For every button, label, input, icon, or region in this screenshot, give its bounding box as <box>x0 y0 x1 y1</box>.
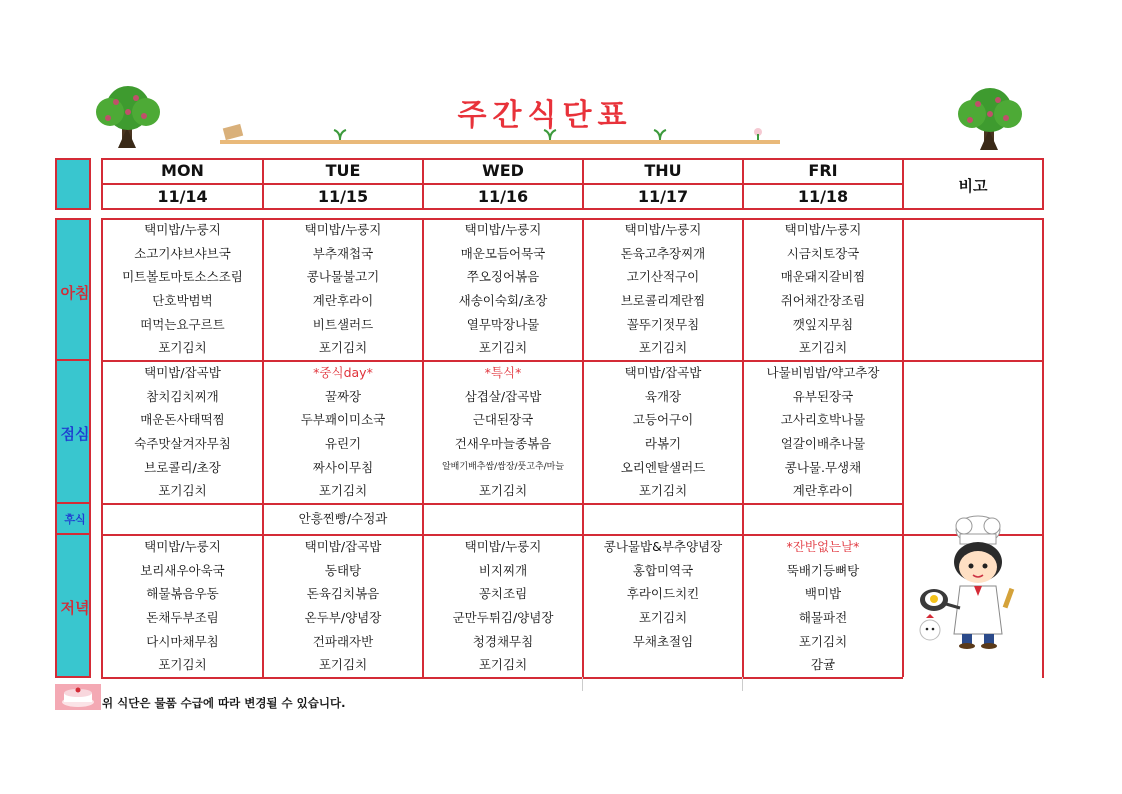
menu-item: 오리엔탈샐러드 <box>620 459 706 475</box>
dinner-mon <box>103 535 262 677</box>
menu-item: 계란후라이 <box>792 483 854 499</box>
day-thu: THU <box>644 161 682 180</box>
menu-item: 택미밥/잡곡밥 <box>624 365 702 380</box>
menu-item: 매운돈사태떡찜 <box>140 412 225 428</box>
menu-item: 콩나물불고기 <box>306 269 380 285</box>
breakfast-thu <box>584 218 742 360</box>
menu-item: 포기김치 <box>158 657 207 673</box>
dinner-thu <box>584 535 742 677</box>
lunch-thu <box>584 361 742 503</box>
menu-item: 육개장 <box>644 388 682 404</box>
menu-item: 포기김치 <box>158 340 207 356</box>
menu-item: 돈육김치볶음 <box>306 586 380 602</box>
menu-item: 시금치토장국 <box>786 245 860 261</box>
menu-item: 택미밥/누룽지 <box>144 222 221 237</box>
menu-item: 브로콜리계란찜 <box>620 293 706 309</box>
menu-item: 포기김치 <box>638 340 688 356</box>
menu-item: 브로콜리/초장 <box>144 459 221 475</box>
breakfast-label: 아침 <box>60 284 90 302</box>
day-wed: WED <box>482 161 524 180</box>
menu-item: 쥐어채간장조림 <box>780 293 866 309</box>
breakfast-side <box>55 218 91 361</box>
menu-item: 삼겹살/잡곡밥 <box>464 388 542 404</box>
menu-item: 매운돼지갈비찜 <box>780 269 866 285</box>
menu-item: 고기산적구이 <box>626 269 700 285</box>
menu-item: 비지찌개 <box>478 562 528 578</box>
lunch-side <box>55 361 91 504</box>
menu-item: 참치김치찌개 <box>146 388 219 404</box>
menu-item: 짜사이무침 <box>312 459 374 475</box>
menu-item: 소고기샤브샤브국 <box>134 245 231 261</box>
day-fri: FRI <box>808 161 838 180</box>
menu-item: 뚝배기등뼈탕 <box>786 562 860 578</box>
menu-item: 백미밥 <box>804 586 842 602</box>
menu-item: 콩나물밥&부추양념장 <box>603 539 723 554</box>
tree-icon <box>950 84 1030 154</box>
menu-item: 깻잎지무침 <box>792 316 854 332</box>
menu-item: 부추재첩국 <box>312 245 374 261</box>
menu-item: 건파래자반 <box>312 633 374 649</box>
menu-item: 포기김치 <box>318 657 368 673</box>
date-wed: 11/16 <box>477 187 529 206</box>
menu-item: 택미밥/누룽지 <box>624 222 702 237</box>
menu-item: 택미밥/잡곡밥 <box>144 365 221 380</box>
menu-item: 꼴뚜기젓무침 <box>626 316 700 332</box>
menu-item: 온두부/양념장 <box>304 610 382 626</box>
breakfast-tue <box>264 218 422 360</box>
menu-item: 포기김치 <box>478 340 528 356</box>
date-fri: 11/18 <box>797 187 849 206</box>
menu-item: 감귤 <box>810 657 836 673</box>
menu-item: 알배기배추쌈/쌈장/풋고추/마늘 <box>441 461 565 472</box>
dinner-fri <box>744 535 902 677</box>
menu-item: 보리새우아욱국 <box>140 562 225 578</box>
menu-item: 근대된장국 <box>472 412 534 428</box>
menu-item: 포기김치 <box>798 633 848 649</box>
chef-icon <box>912 512 1030 652</box>
menu-item: 미트볼토마토소스조림 <box>122 269 243 285</box>
tree-icon <box>88 82 168 152</box>
menu-item: 무채초절임 <box>632 633 694 649</box>
menu-item: 포기김치 <box>158 483 207 499</box>
menu-item: 해물파전 <box>798 610 848 626</box>
menu-item: 나물비빔밥/약고추장 <box>766 365 880 380</box>
menu-item: 포기김치 <box>638 610 688 626</box>
breakfast-mon <box>103 218 262 360</box>
date-mon: 11/14 <box>157 187 208 206</box>
menu-item: 꿀짜장 <box>324 388 362 404</box>
menu-item: 콩나물.무생채 <box>784 459 862 475</box>
snack-label: 후식 <box>64 513 86 526</box>
side-header-block <box>55 158 91 210</box>
menu-item: 고사리호박나물 <box>780 412 866 428</box>
menu-item: 고등어구이 <box>632 412 694 428</box>
menu-item: 숙주맛살겨자무침 <box>134 436 231 452</box>
menu-item: 건새우마늘종볶음 <box>454 436 552 452</box>
menu-item: 홍합미역국 <box>632 562 694 578</box>
menu-item: 청경채무침 <box>472 633 534 649</box>
menu-item: 유린기 <box>324 436 362 452</box>
menu-item: 쭈오징어볶음 <box>466 269 540 285</box>
menu-item: 동태탕 <box>324 562 362 578</box>
menu-item: 돈채두부조림 <box>146 610 219 626</box>
menu-item: 택미밥/잡곡밥 <box>304 539 382 554</box>
menu-item: 열무막장나물 <box>466 316 540 332</box>
menu-item: 택미밥/누룽지 <box>304 222 382 237</box>
menu-item: 택미밥/누룽지 <box>144 539 221 554</box>
menu-item: 계란후라이 <box>312 293 374 309</box>
menu-item: 돈육고추장찌개 <box>620 245 706 261</box>
special-menu-item: *중식day* <box>313 365 373 380</box>
snack-tue: 안흥찐빵/수정과 <box>298 511 388 526</box>
menu-item: 매운모듬어묵국 <box>460 245 546 261</box>
day-tue: TUE <box>325 161 361 180</box>
menu-item: 포기김치 <box>478 657 528 673</box>
breakfast-wed <box>424 218 582 360</box>
special-menu-item: *특식* <box>484 365 522 380</box>
menu-item: 단호박범벅 <box>152 293 213 309</box>
menu-item: 라볶기 <box>644 436 682 452</box>
remarks-header: 비고 <box>958 177 988 195</box>
day-mon: MON <box>161 161 204 180</box>
seedling-icon <box>220 122 780 150</box>
menu-item: 포기김치 <box>318 483 368 499</box>
dinner-label: 저녁 <box>60 599 90 617</box>
special-menu-item: *잔반없는날* <box>786 539 860 554</box>
menu-item: 새송이숙회/초장 <box>458 293 548 309</box>
date-thu: 11/17 <box>637 187 689 206</box>
dinner-wed <box>424 535 582 677</box>
lunch-mon <box>103 361 262 503</box>
breakfast-fri <box>744 218 902 360</box>
menu-item: 후라이드치킨 <box>626 586 700 602</box>
menu-item: 비트샐러드 <box>312 316 374 332</box>
menu-item: 군만두튀김/양념장 <box>452 610 554 626</box>
dinner-tue <box>264 535 422 677</box>
menu-item: 택미밥/누룽지 <box>784 222 862 237</box>
footnote: 위 식단은 물품 수급에 따라 변경될 수 있습니다. <box>102 696 346 710</box>
lunch-wed <box>424 361 582 503</box>
menu-item: 포기김치 <box>478 483 528 499</box>
menu-item: 유부된장국 <box>792 388 854 404</box>
lunch-label: 점심 <box>60 425 90 443</box>
menu-item: 두부꽤이미소국 <box>300 412 386 428</box>
page-title: 주간식단표 <box>457 98 633 133</box>
dinner-side <box>55 535 91 678</box>
lunch-fri <box>744 361 902 503</box>
snack-side <box>55 504 91 535</box>
menu-item: 택미밥/누룽지 <box>464 222 542 237</box>
menu-item: 포기김치 <box>318 340 368 356</box>
menu-item: 다시마채무침 <box>146 633 219 649</box>
menu-item: 포기김치 <box>638 483 688 499</box>
menu-item <box>584 653 742 677</box>
menu-item: 떠먹는요구르트 <box>140 316 225 332</box>
cake-icon <box>55 684 101 710</box>
menu-item: 꽁치조림 <box>478 586 528 602</box>
menu-item: 해물볶음우동 <box>146 586 219 602</box>
menu-item: 택미밥/누룽지 <box>464 539 542 554</box>
date-tue: 11/15 <box>317 187 369 206</box>
menu-item: 포기김치 <box>798 340 848 356</box>
lunch-tue <box>264 361 422 503</box>
menu-item: 얼갈이배추나물 <box>780 436 866 452</box>
